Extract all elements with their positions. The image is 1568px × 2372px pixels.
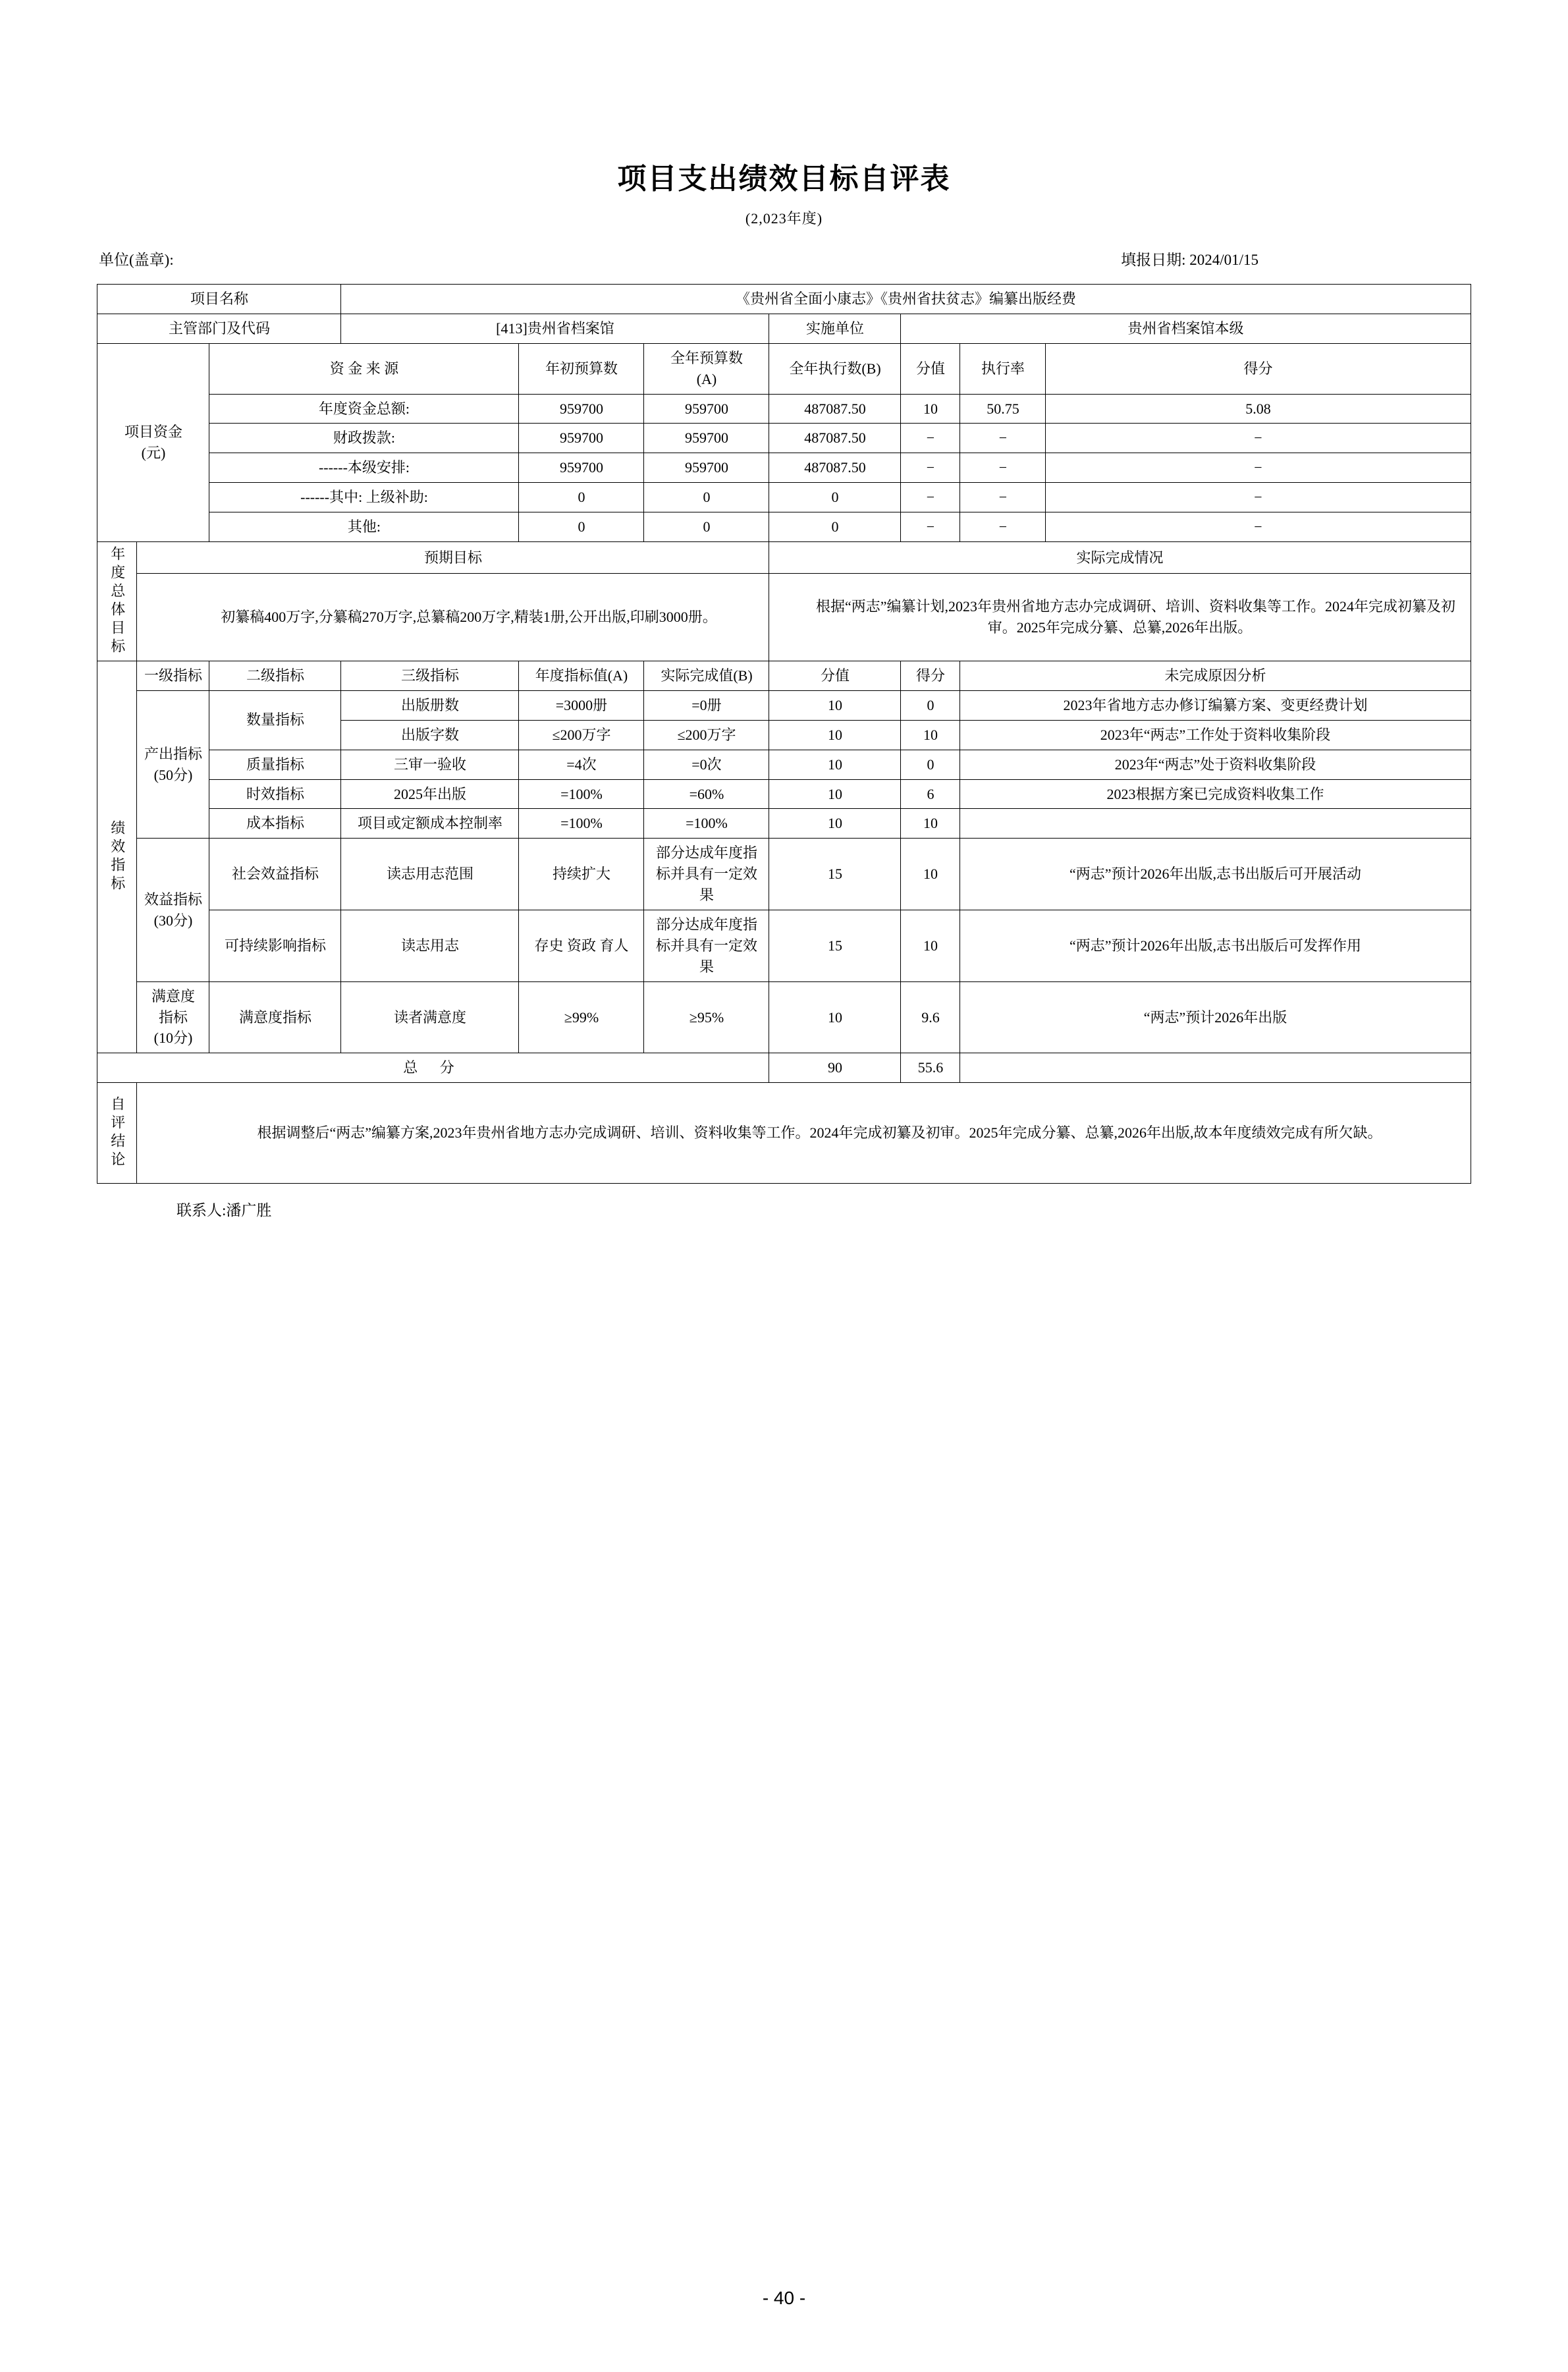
page-number: - 40 - [762, 2288, 806, 2308]
perf-level2-timeliness: 时效指标 [209, 779, 341, 809]
perf-col-level3: 三级指标 [341, 661, 519, 691]
perf-col-level2: 二级指标 [209, 661, 341, 691]
perf-level1-satisfaction-l2: 指标 [158, 1008, 188, 1026]
dept-code-value: [413]贵州省档案馆 [341, 314, 769, 343]
perf-actual-2: =0次 [644, 750, 769, 779]
funds-weight-2: − [901, 453, 960, 483]
perf-level3-0: 出版册数 [341, 690, 519, 720]
perf-level3-5: 读志用志范围 [341, 839, 519, 910]
perf-actual-6: 部分达成年度指标并具有一定效果 [644, 910, 769, 982]
conclusion-row-label-text: 自评结论 [109, 1096, 126, 1171]
funds-begin-budget-2: 959700 [519, 453, 644, 483]
perf-reason-4 [960, 809, 1471, 839]
table-row-indicator [97, 779, 1471, 809]
perf-level1-satisfaction [137, 981, 209, 1053]
conclusion-row-label [97, 1083, 137, 1184]
table-row-funds-header [97, 343, 1471, 394]
funds-score-4: − [1046, 512, 1471, 542]
project-name-value: 《贵州省全面小康志》《贵州省扶贫志》编纂出版经费 [341, 285, 1471, 314]
funds-exec-rate-2: − [960, 453, 1046, 483]
perf-target-6: 存史 资政 育人 [519, 910, 644, 982]
table-row-performance-header [97, 661, 1471, 691]
funds-exec-rate-4: − [960, 512, 1046, 542]
funds-year-budget-1: 959700 [644, 424, 769, 453]
perf-level2-quantity: 数量指标 [209, 690, 341, 750]
unit-seal-label: 单位(盖章): [99, 252, 174, 268]
impl-unit-value: 贵州省档案馆本级 [901, 314, 1471, 343]
perf-target-2: =4次 [519, 750, 644, 779]
perf-level3-1: 出版字数 [341, 720, 519, 750]
funds-weight-4: − [901, 512, 960, 542]
funds-col-year-budget-l1: 全年预算数 [670, 349, 743, 366]
perf-target-3: =100% [519, 779, 644, 809]
funds-weight-1: − [901, 424, 960, 453]
perf-level1-satisfaction-l3: (10分) [153, 1030, 193, 1047]
annual-goal-row-label [97, 542, 137, 661]
perf-level2-cost: 成本指标 [209, 809, 341, 839]
perf-score-7: 9.6 [901, 981, 960, 1053]
perf-level2-satisfaction: 满意度指标 [209, 981, 341, 1053]
project-name-label: 项目名称 [97, 285, 341, 314]
funds-source-1: 财政拨款: [209, 424, 519, 453]
funds-begin-budget-1: 959700 [519, 424, 644, 453]
annual-goal-actual-text: 根据“两志”编纂计划,2023年贵州省地方志办完成调研、培训、资料收集等工作。2024年完成初纂及初审。2025年完成分纂、总纂,2026年出版。 [769, 574, 1471, 661]
perf-score-2: 0 [901, 750, 960, 779]
perf-score-5: 10 [901, 839, 960, 910]
performance-self-assessment-table [97, 284, 1471, 1184]
funds-score-3: − [1046, 483, 1471, 512]
total-blank [960, 1053, 1471, 1083]
dept-code-label: 主管部门及代码 [97, 314, 341, 343]
funds-col-year-exec: 全年执行数(B) [769, 343, 901, 394]
funds-col-source: 资 金 来 源 [209, 343, 519, 394]
table-row-annual-goal-header [97, 542, 1471, 574]
funds-begin-budget-4: 0 [519, 512, 644, 542]
page-title: 项目支出绩效目标自评表 [617, 163, 951, 195]
table-row-indicator [97, 910, 1471, 982]
funds-year-exec-2: 487087.50 [769, 453, 901, 483]
perf-reason-2: 2023年“两志”处于资料收集阶段 [960, 750, 1471, 779]
perf-level3-4: 项目或定额成本控制率 [341, 809, 519, 839]
funds-source-3: ------其中: 上级补助: [209, 483, 519, 512]
perf-level3-6: 读志用志 [341, 910, 519, 982]
contact-label: 联系人:潘广胜 [176, 1202, 272, 1219]
funds-score-1: − [1046, 424, 1471, 453]
funds-source-2: ------本级安排: [209, 453, 519, 483]
total-weight: 90 [769, 1053, 901, 1083]
perf-target-1: ≤200万字 [519, 720, 644, 750]
table-row-funds-local [97, 453, 1471, 483]
perf-reason-1: 2023年“两志”工作处于资料收集阶段 [960, 720, 1471, 750]
funds-source-0: 年度资金总额: [209, 394, 519, 424]
perf-target-5: 持续扩大 [519, 839, 644, 910]
funds-year-budget-0: 959700 [644, 394, 769, 424]
funds-col-score: 得分 [1046, 343, 1471, 394]
table-row-indicator [97, 809, 1471, 839]
perf-level2-social: 社会效益指标 [209, 839, 341, 910]
annual-goal-expected-text: 初纂稿400万字,分纂稿270万字,总纂稿200万字,精装1册,公开出版,印刷3000册。 [137, 574, 769, 661]
perf-col-level1: 一级指标 [137, 661, 209, 691]
perf-actual-4: =100% [644, 809, 769, 839]
impl-unit-label: 实施单位 [769, 314, 901, 343]
table-row-indicator [97, 750, 1471, 779]
perf-col-weight: 分值 [769, 661, 901, 691]
perf-weight-3: 10 [769, 779, 901, 809]
perf-reason-0: 2023年省地方志办修订编纂方案、变更经费计划 [960, 690, 1471, 720]
funds-score-2: − [1046, 453, 1471, 483]
funds-begin-budget-3: 0 [519, 483, 644, 512]
table-row-funds-superior [97, 483, 1471, 512]
annual-goal-actual-header: 实际完成情况 [769, 542, 1471, 574]
funds-exec-rate-0: 50.75 [960, 394, 1046, 424]
annual-goal-row-label-text: 年度总体目标 [109, 546, 126, 657]
funds-score-0: 5.08 [1046, 394, 1471, 424]
funds-year-budget-4: 0 [644, 512, 769, 542]
funds-year-exec-3: 0 [769, 483, 901, 512]
conclusion-text: 根据调整后“两志”编纂方案,2023年贵州省地方志办完成调研、培训、资料收集等工作。2024年完成初纂及初审。2025年完成分纂、总纂,2026年出版,故本年度绩效完成有所欠缺。 [137, 1083, 1471, 1184]
perf-level1-benefit-l1: 效益指标 [144, 891, 202, 908]
table-row-funds-total [97, 394, 1471, 424]
perf-level2-sustainable: 可持续影响指标 [209, 910, 341, 982]
perf-actual-0: =0册 [644, 690, 769, 720]
perf-score-4: 10 [901, 809, 960, 839]
perf-level1-output [137, 690, 209, 838]
funds-weight-3: − [901, 483, 960, 512]
fill-date-label: 填报日期: 2024/01/15 [1121, 252, 1258, 268]
perf-weight-1: 10 [769, 720, 901, 750]
perf-target-0: =3000册 [519, 690, 644, 720]
table-row-annual-goal-body [97, 574, 1471, 661]
annual-goal-expected-header: 预期目标 [137, 542, 769, 574]
funds-row-label [97, 343, 209, 541]
perf-score-6: 10 [901, 910, 960, 982]
funds-source-4: 其他: [209, 512, 519, 542]
perf-weight-7: 10 [769, 981, 901, 1053]
table-row-indicator [97, 839, 1471, 910]
funds-col-weight: 分值 [901, 343, 960, 394]
perf-actual-7: ≥95% [644, 981, 769, 1053]
funds-weight-0: 10 [901, 394, 960, 424]
perf-level1-benefit [137, 839, 209, 981]
perf-level3-2: 三审一验收 [341, 750, 519, 779]
page-subtitle: (2,023年度) [745, 210, 823, 227]
perf-col-target: 年度指标值(A) [519, 661, 644, 691]
table-row-department [97, 314, 1471, 343]
total-score: 55.6 [901, 1053, 960, 1083]
perf-level1-output-l2: (50分) [153, 766, 193, 783]
perf-score-3: 6 [901, 779, 960, 809]
perf-level3-3: 2025年出版 [341, 779, 519, 809]
table-row-indicator [97, 690, 1471, 720]
perf-score-0: 0 [901, 690, 960, 720]
perf-level1-benefit-l2: (30分) [153, 912, 193, 929]
funds-row-label-line1: 项目资金 [124, 424, 182, 440]
perf-level1-satisfaction-l1: 满意度 [151, 987, 195, 1005]
performance-row-label-text: 绩效指标 [109, 820, 126, 895]
funds-col-begin-budget: 年初预算数 [519, 343, 644, 394]
perf-col-actual: 实际完成值(B) [644, 661, 769, 691]
perf-weight-6: 15 [769, 910, 901, 982]
perf-col-score: 得分 [901, 661, 960, 691]
funds-col-year-budget-l2: (A) [696, 370, 717, 387]
perf-weight-0: 10 [769, 690, 901, 720]
table-row-indicator [97, 981, 1471, 1053]
perf-level1-output-l1: 产出指标 [144, 745, 202, 762]
performance-row-label [97, 661, 137, 1053]
perf-target-7: ≥99% [519, 981, 644, 1053]
funds-year-exec-1: 487087.50 [769, 424, 901, 453]
funds-exec-rate-1: − [960, 424, 1046, 453]
perf-weight-5: 15 [769, 839, 901, 910]
perf-actual-1: ≤200万字 [644, 720, 769, 750]
perf-reason-3: 2023根据方案已完成资料收集工作 [960, 779, 1471, 809]
table-row-total [97, 1053, 1471, 1083]
funds-year-exec-0: 487087.50 [769, 394, 901, 424]
perf-weight-2: 10 [769, 750, 901, 779]
total-label: 总 分 [97, 1053, 769, 1083]
perf-reason-5: “两志”预计2026年出版,志书出版后可开展活动 [960, 839, 1471, 910]
table-row-conclusion [97, 1083, 1471, 1184]
document-page [0, 155, 1568, 2372]
perf-level2-quality: 质量指标 [209, 750, 341, 779]
funds-begin-budget-0: 959700 [519, 394, 644, 424]
perf-reason-7: “两志”预计2026年出版 [960, 981, 1471, 1053]
table-row-project-name [97, 285, 1471, 314]
funds-year-budget-3: 0 [644, 483, 769, 512]
perf-reason-6: “两志”预计2026年出版,志书出版后可发挥作用 [960, 910, 1471, 982]
table-row-funds-appropriation [97, 424, 1471, 453]
perf-level3-7: 读者满意度 [341, 981, 519, 1053]
funds-col-year-budget [644, 343, 769, 394]
table-row-funds-other [97, 512, 1471, 542]
perf-weight-4: 10 [769, 809, 901, 839]
perf-actual-3: =60% [644, 779, 769, 809]
perf-target-4: =100% [519, 809, 644, 839]
funds-row-label-line2: (元) [141, 444, 166, 461]
perf-actual-5: 部分达成年度指标并具有一定效果 [644, 839, 769, 910]
perf-score-1: 10 [901, 720, 960, 750]
funds-year-exec-4: 0 [769, 512, 901, 542]
funds-year-budget-2: 959700 [644, 453, 769, 483]
perf-col-reason: 未完成原因分析 [960, 661, 1471, 691]
meta-row [99, 248, 1469, 269]
funds-exec-rate-3: − [960, 483, 1046, 512]
funds-col-exec-rate: 执行率 [960, 343, 1046, 394]
